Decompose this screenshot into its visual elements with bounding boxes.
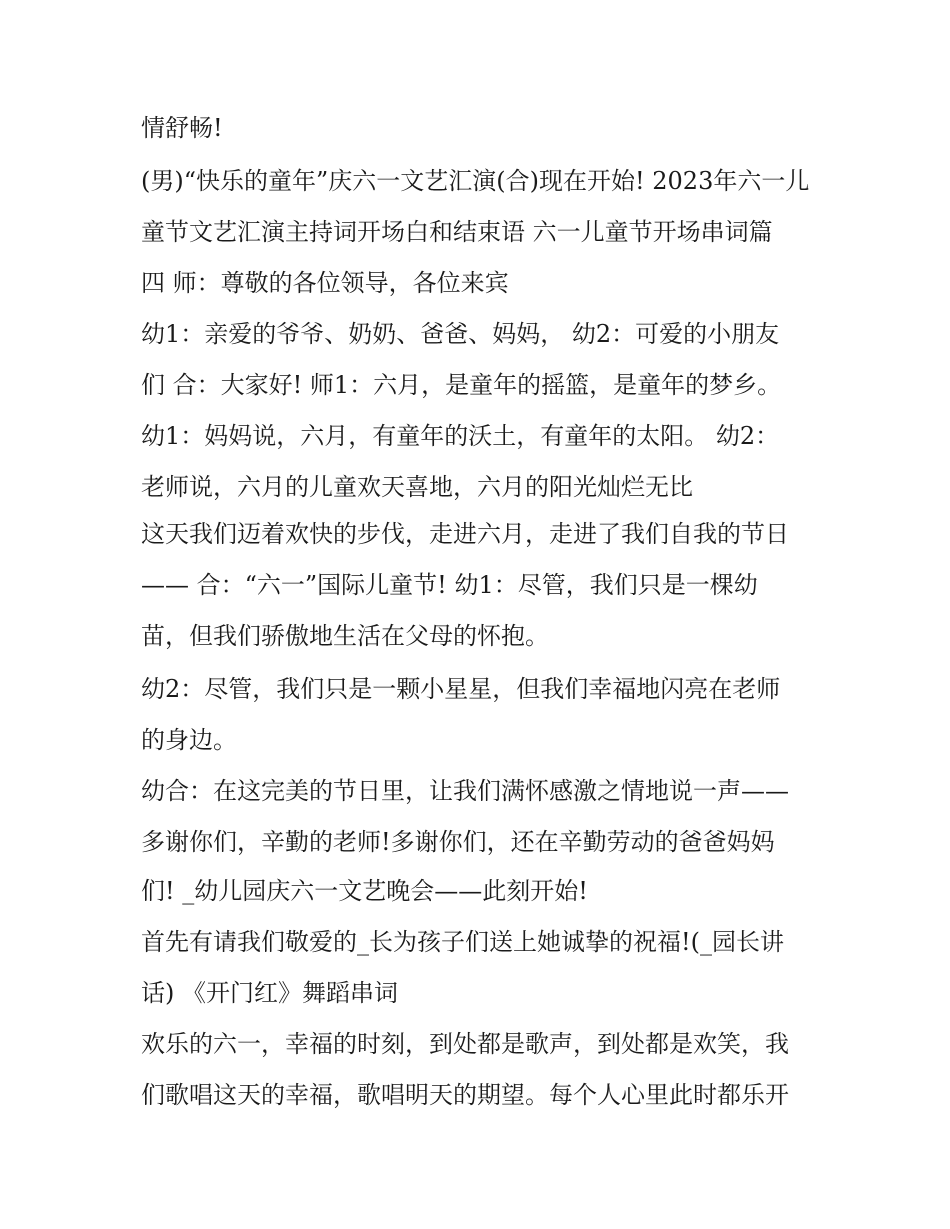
text-line: 欢乐的六一，幸福的时刻，到处都是歌声，到处都是欢笑，我 — [141, 1030, 789, 1058]
text-line: 幼1：妈妈说，六月，有童年的沃土，有童年的太阳。 幼2： — [141, 422, 780, 450]
text-line: 们 合：大家好! 师1：六月，是童年的摇篮，是童年的梦乡。 — [141, 371, 782, 399]
text-line: 情舒畅! — [141, 114, 223, 142]
text-line: 四 师：尊敬的各位领导，各位来宾 — [141, 269, 509, 297]
text-line: 们歌唱这天的幸福，歌唱明天的期望。每个人心里此时都乐开 — [141, 1081, 789, 1109]
text-line: 首先有请我们敬爱的_长为孩子们送上她诚挚的祝福!(_园长讲 — [141, 928, 785, 956]
text-line: 童节文艺汇演主持词开场白和结束语 六一儿童节开场串词篇 — [141, 218, 773, 246]
text-line: 多谢你们，辛勤的老师!多谢你们，还在辛勤劳动的爸爸妈妈 — [141, 828, 775, 856]
text-line: 苗，但我们骄傲地生活在父母的怀抱。 — [141, 622, 549, 650]
text-line: 这天我们迈着欢快的步伐，走进六月，走进了我们自我的节日 — [141, 520, 789, 548]
text-line: 幼合：在这完美的节日里，让我们满怀感激之情地说一声—— — [141, 777, 789, 805]
text-line: (男)“快乐的童年”庆六一文艺汇演(合)现在开始! 2023年六一儿 — [141, 167, 810, 195]
text-line: 幼2：尽管，我们只是一颗小星星，但我们幸福地闪亮在老师 — [141, 675, 781, 703]
text-line: 的身边。 — [141, 726, 237, 754]
text-line: —— 合：“六一”国际儿童节! 幼1：尽管，我们只是一棵幼 — [141, 571, 758, 599]
text-line: 话) 《开门红》舞蹈串词 — [141, 979, 398, 1007]
text-line: 们! _幼儿园庆六一文艺晚会——此刻开始! — [141, 877, 588, 905]
text-line: 幼1：亲爱的爷爷、奶奶、爸爸、妈妈， 幼2：可爱的小朋友 — [141, 320, 780, 348]
text-line: 老师说，六月的儿童欢天喜地，六月的阳光灿烂无比 — [141, 473, 693, 501]
